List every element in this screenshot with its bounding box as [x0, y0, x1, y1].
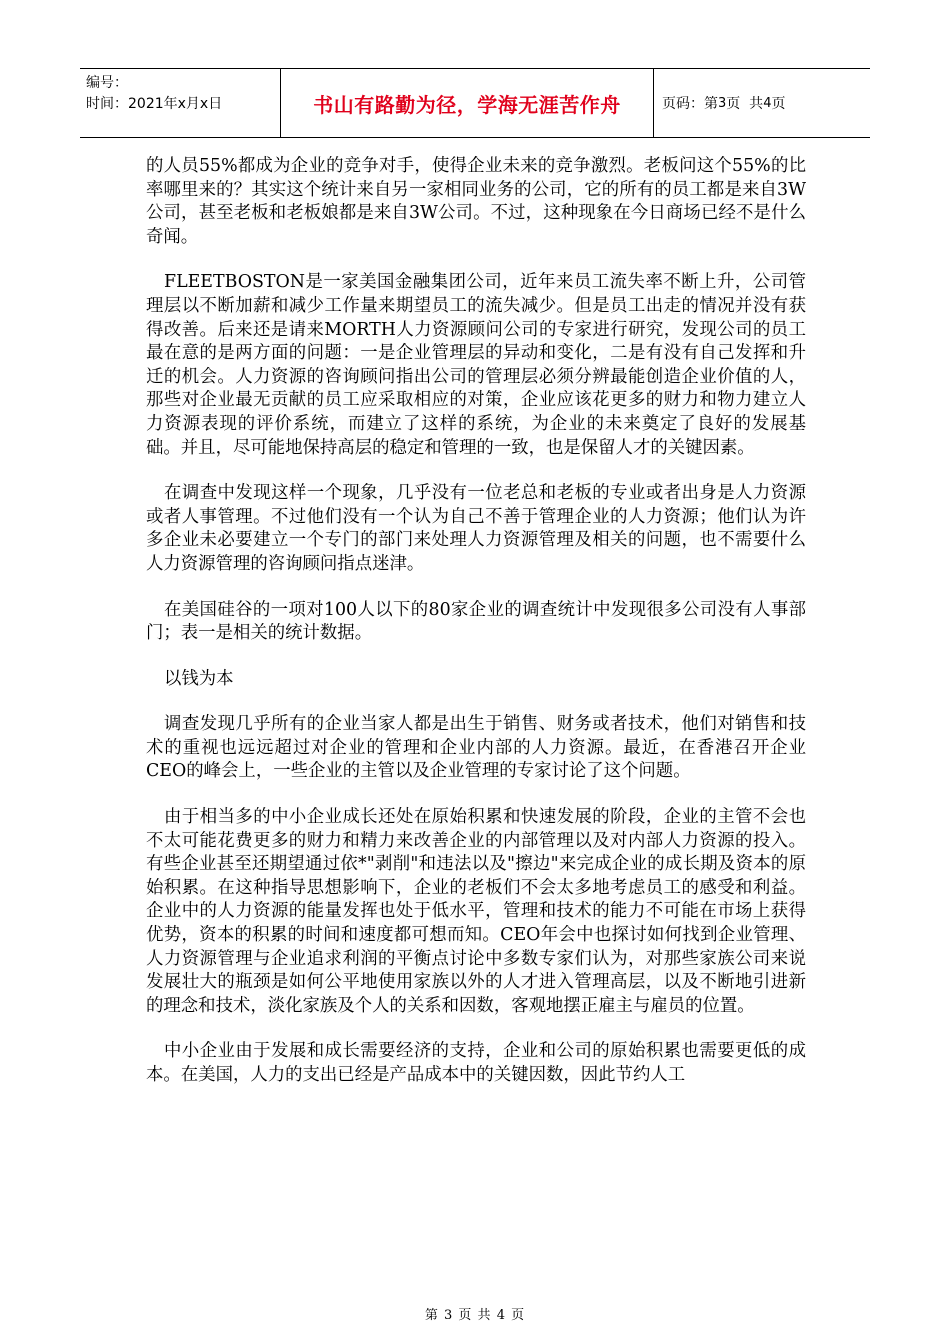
page-current: 3: [718, 95, 727, 111]
paragraph: 调查发现几乎所有的企业当家人都是出生于销售、财务或者技术，他们对销售和技术的重视也远远超过对企业的管理和企业内部的人力资源。最近，在香港召开企业CEO的峰会上，一些企业的主管以及企业管理的专家讨论了这个问题。: [146, 714, 806, 782]
page-suffix: 页: [771, 96, 786, 112]
header-motto: 书山有路勤为径，学海无涯苦作舟: [313, 92, 621, 117]
document-time: 时间：2021年x月x日: [86, 96, 223, 112]
paragraph: 中小企业由于发展和成长需要经济的支持，企业和公司的原始积累也需要更低的成本。在美国，人力的支出已经是产品成本中的关键因数，因此节约人工: [146, 1041, 806, 1085]
page-header: [80, 68, 870, 138]
section-heading: 以钱为本: [164, 668, 234, 689]
paragraph: FLEETBOSTON是一家美国金融集团公司，近年来员工流失率不断上升，公司管理层以不断加薪和减少工作量来期望员工的流失减少。但是员工出走的情况并没有获得改善。后来还是请来MORTH人力资源顾问公司的专家进行研究，发现公司的员工最在意的是两方面的问题：一是企业管理层的异动和变化，二是有没有自己发挥和升迁的机会。人力资源的咨询顾问指出公司的管理层必须分辨最能创造企业价值的人，那些对企业最无贡献的员工应采取相应的对策，企业应该花更多的财力和物力建立人力资源表现的评价系统，而建立了这样的系统，为企业的未来奠定了良好的发展基础。并且，尽可能地保持高层的稳定和管理的一致，也是保留人才的关键因素。: [146, 272, 806, 458]
paragraph: 在美国硅谷的一项对100人以下的80家企业的调查统计中发现很多公司没有人事部门；表一是相关的统计数据。: [146, 599, 806, 644]
document-body: [146, 155, 806, 1110]
page-mid: 页 共: [726, 96, 764, 112]
header-page-number: [654, 69, 870, 137]
page-total: 4: [763, 95, 772, 111]
header-motto-cell: [281, 69, 654, 137]
paragraph: 在调查中发现这样一个现象，几乎没有一位老总和老板的专业或者出身是人力资源或者人事管理。不过他们没有一个认为自己不善于管理企业的人力资源；他们认为许多企业未必要建立一个专门的部门来处理人力资源管理及相关的问题，也不需要什么人力资源管理的咨询顾问指点迷津。: [146, 483, 806, 574]
document-number-label: 编号：: [86, 75, 128, 91]
header-meta: [80, 69, 281, 137]
page-prefix: 页码：第: [662, 96, 718, 112]
paragraph: 的人员55%都成为企业的竞争对手，使得企业未来的竞争激烈。老板问这个55%的比率哪里来的？其实这个统计来自另一家相同业务的公司，它的所有的员工都是来自3W公司，甚至老板和老板娘都是来自3W公司。不过，这种现象在今日商场已经不是什么奇闻。: [146, 156, 806, 247]
page-footer: 第 3 页 共 4 页: [424, 1308, 526, 1323]
paragraph: 由于相当多的中小企业成长还处在原始积累和快速发展的阶段，企业的主管不会也不太可能花费更多的财力和精力来改善企业的内部管理以及对内部人力资源的投入。有些企业甚至还期望通过依*"剥削"和违法以及"擦边"来完成企业的成长期及资本的原始积累。在这种指导思想影响下，企业的老板们不会太多地考虑员工的感受和利益。企业中的人力资源的能量发挥也处于低水平，管理和技术的能力不可能在市场上获得优势，资本的积累的时间和速度都可想而知。CEO年会中也探讨如何找到企业管理、人力资源管理与企业追求利润的平衡点讨论中多数专家们认为，对那些家族公司来说发展壮大的瓶颈是如何公平地使用家族以外的人才进入管理高层，以及不断地引进新的理念和技术，淡化家族及个人的关系和因数，客观地摆正雇主与雇员的位置。: [146, 807, 806, 1016]
